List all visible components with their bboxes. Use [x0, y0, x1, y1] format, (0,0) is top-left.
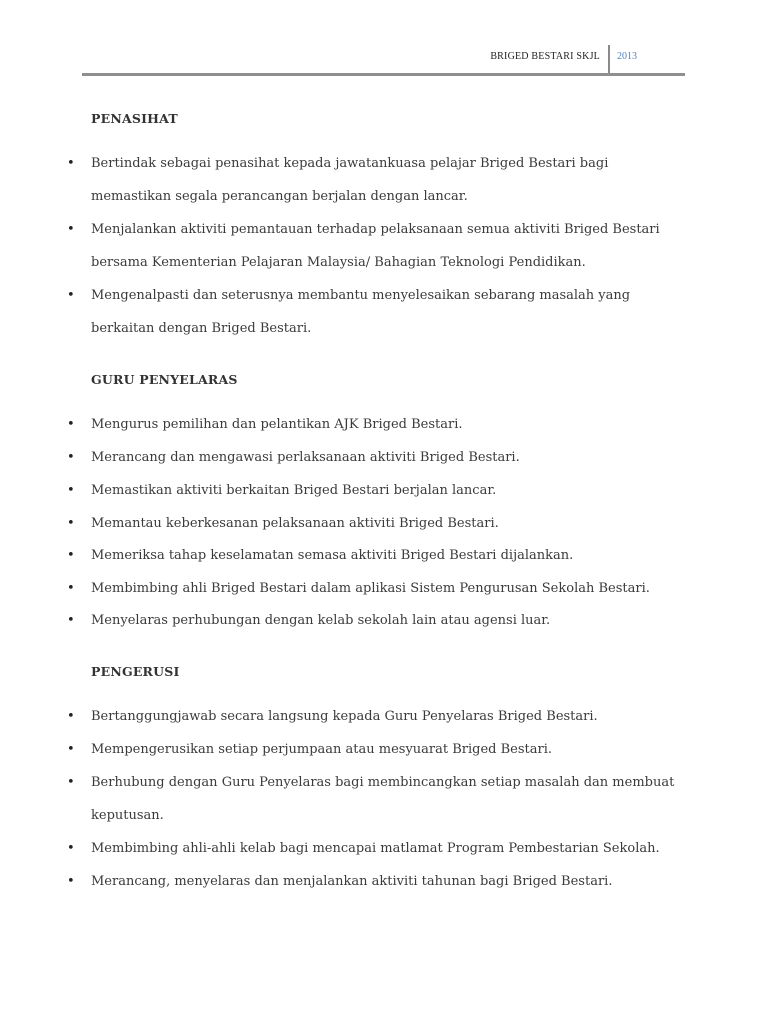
bullet: •	[67, 548, 75, 563]
list-item: Membimbing ahli-ahli kelab bagi mencapai matlamat Program Pembestarian Sekolah.	[91, 841, 660, 856]
section-title-guru-penyelaras: GURU PENYELARAS	[91, 372, 238, 387]
list-item: Memantau keberkesanan pelaksanaan aktiviti Briged Bestari.	[91, 516, 499, 531]
bullet: •	[67, 516, 75, 531]
list-item: Memeriksa tahap keselamatan semasa aktiviti Briged Bestari dijalankan.	[91, 548, 574, 563]
header-title: BRIGED BESTARI SKJL	[490, 51, 600, 62]
bullet: •	[67, 742, 75, 757]
list-item: Menyelaras perhubungan dengan kelab sekolah lain atau agensi luar.	[91, 613, 551, 628]
bullet: •	[67, 841, 75, 856]
list-item: Menjalankan aktiviti pemantauan terhadap pelaksanaan semua aktiviti Briged Bestari bersama Kementerian Pelajaran Malaysia/ Bahagian Teknologi Pendidikan.	[91, 222, 660, 270]
bullet: •	[67, 709, 75, 724]
list-item: Merancang dan mengawasi perlaksanaan aktiviti Briged Bestari.	[91, 450, 520, 465]
list-item: Mengenalpasti dan seterusnya membantu menyelesaikan sebarang masalah yang berkaitan dengan Briged Bestari.	[91, 288, 631, 336]
section-title-pengerusi: PENGERUSI	[91, 664, 180, 679]
list-item: Bertindak sebagai penasihat kepada jawatankuasa pelajar Briged Bestari bagi memastikan segala perancangan berjalan dengan lancar.	[91, 156, 609, 204]
header-rule	[82, 73, 685, 76]
bullet: •	[67, 222, 75, 237]
bullet: •	[67, 156, 75, 171]
bullet: •	[67, 874, 75, 889]
bullet: •	[67, 417, 75, 432]
list-item: Memastikan aktiviti berkaitan Briged Bestari berjalan lancar.	[91, 483, 497, 498]
list-item: Membimbing ahli Briged Bestari dalam aplikasi Sistem Pengurusan Sekolah Bestari.	[91, 581, 650, 596]
bullet: •	[67, 483, 75, 498]
bullet: •	[67, 613, 75, 628]
bullet: •	[67, 775, 75, 790]
header-divider	[608, 45, 610, 73]
bullet: •	[67, 450, 75, 465]
list-item: Mempengerusikan setiap perjumpaan atau mesyuarat Briged Bestari.	[91, 742, 553, 757]
bullet: •	[67, 288, 75, 303]
page-header	[0, 0, 768, 80]
list-item: Bertanggungjawab secara langsung kepada Guru Penyelaras Briged Bestari.	[91, 709, 598, 724]
bullet: •	[67, 581, 75, 596]
list-item: Berhubung dengan Guru Penyelaras bagi membincangkan setiap masalah dan membuat keputusan.	[91, 775, 675, 823]
header-year: 2013	[617, 51, 637, 62]
section-title-penasihat: PENASIHAT	[91, 111, 178, 126]
list-item: Merancang, menyelaras dan menjalankan aktiviti tahunan bagi Briged Bestari.	[91, 874, 613, 889]
list-item: Mengurus pemilihan dan pelantikan AJK Briged Bestari.	[91, 417, 463, 432]
